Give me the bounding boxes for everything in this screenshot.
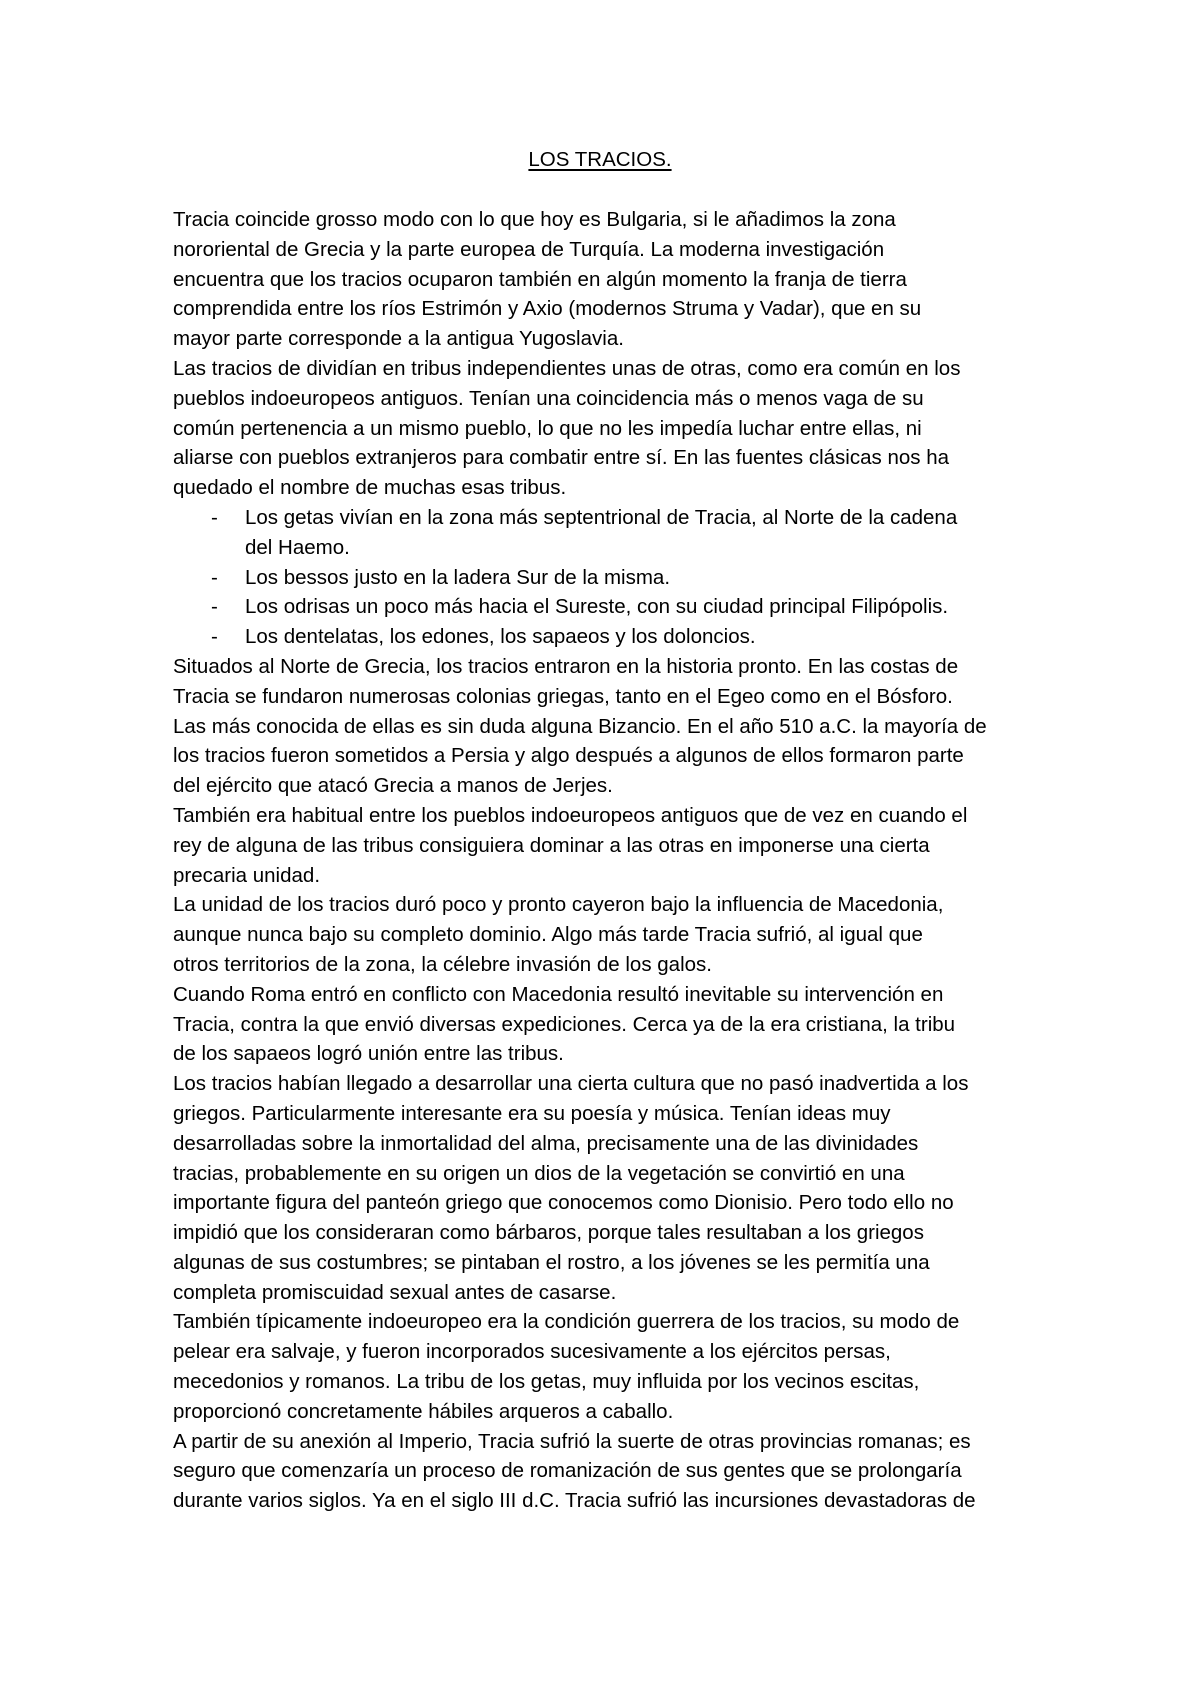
text-line: rey de alguna de las tribus consiguiera dominar a las otras en imponerse una cierta: [173, 833, 930, 857]
text-line: Las tracios de dividían en tribus independientes unas de otras, como era común en los: [173, 356, 961, 380]
bullet-dash: -: [211, 565, 218, 589]
list-item-text: Los odrisas un poco más hacia el Sureste, con su ciudad principal Filipópolis.: [245, 595, 949, 619]
text-line: pueblos indoeuropeos antiguos. Tenían una coincidencia más o menos vaga de su: [173, 386, 924, 410]
text-line: Cuando Roma entró en conflicto con Macedonia resultó inevitable su intervención en: [173, 982, 944, 1006]
text-line: También era habitual entre los pueblos indoeuropeos antiguos que de vez en cuando el: [173, 803, 968, 827]
text-line: precaria unidad.: [173, 863, 321, 887]
list-item-text: Los bessos justo en la ladera Sur de la misma.: [245, 565, 671, 589]
list-item: [173, 563, 1173, 593]
text-line: aunque nunca bajo su completo dominio. Algo más tarde Tracia sufrió, al igual que: [173, 923, 923, 947]
bullet-dash: -: [211, 595, 218, 619]
bullet-dash: -: [211, 505, 218, 529]
list-item-text: Los getas vivían en la zona más septentrional de Tracia, al Norte de la cadena: [245, 505, 958, 529]
text-line: La unidad de los tracios duró poco y pronto cayeron bajo la influencia de Macedonia,: [173, 893, 944, 917]
text-line: A partir de su anexión al Imperio, Tracia sufrió la suerte de otras provincias romanas; es: [173, 1429, 971, 1453]
bullet-dash: -: [211, 625, 218, 649]
text-line: otros territorios de la zona, la célebre invasión de los galos.: [173, 952, 712, 976]
text-line: pelear era salvaje, y fueron incorporados sucesivamente a los ejércitos persas,: [173, 1340, 891, 1364]
text-line: impidió que los consideraran como bárbaros, porque tales resultaban a los griegos: [173, 1221, 924, 1245]
text-line: Situados al Norte de Grecia, los tracios entraron en la historia pronto. En las costas de: [173, 654, 959, 678]
text-line: comprendida entre los ríos Estrimón y Axio (modernos Struma y Vadar), que en su: [173, 297, 922, 321]
page-title: LOS TRACIOS.: [528, 148, 672, 171]
text-line: Tracia, contra la que envió diversas expediciones. Cerca ya de la era cristiana, la tribu: [173, 1012, 956, 1036]
text-line: mecedonios y romanos. La tribu de los getas, muy influida por los vecinos escitas,: [173, 1370, 920, 1394]
text-line: Los tracios habían llegado a desarrollar una cierta cultura que no pasó inadvertida a los: [173, 1072, 969, 1096]
list-item-continuation: del Haemo.: [245, 535, 350, 559]
text-line: proporcionó concretamente hábiles arqueros a caballo.: [173, 1399, 674, 1423]
list-item: [173, 622, 1173, 652]
list-item: [173, 503, 1173, 533]
text-line: Las más conocida de ellas es sin duda alguna Bizancio. En el año 510 a.C. la mayoría de: [173, 714, 987, 738]
text-line: Tracia se fundaron numerosas colonias griegas, tanto en el Egeo como en el Bósforo.: [173, 684, 953, 708]
text-line: del ejército que atacó Grecia a manos de Jerjes.: [173, 774, 613, 798]
list-item-text: Los dentelatas, los edones, los sapaeos y los doloncios.: [245, 625, 756, 649]
list-item: [173, 592, 1173, 622]
text-line: aliarse con pueblos extranjeros para combatir entre sí. En las fuentes clásicas nos ha: [173, 446, 949, 470]
text-line: durante varios siglos. Ya en el siglo III d.C. Tracia sufrió las incursiones devastadoras de: [173, 1489, 976, 1513]
text-line: nororiental de Grecia y la parte europea de Turquía. La moderna investigación: [173, 237, 885, 261]
text-line: completa promiscuidad sexual antes de casarse.: [173, 1280, 617, 1304]
text-line: griegos. Particularmente interesante era su poesía y música. Tenían ideas muy: [173, 1101, 891, 1125]
text-line: los tracios fueron sometidos a Persia y algo después a algunos de ellos formaron parte: [173, 744, 964, 768]
text-line: También típicamente indoeuropeo era la condición guerrera de los tracios, su modo de: [173, 1310, 960, 1334]
text-line: quedado el nombre de muchas esas tribus.: [173, 476, 567, 500]
text-line: mayor parte corresponde a la antigua Yugoslavia.: [173, 327, 624, 351]
text-line: seguro que comenzaría un proceso de romanización de sus gentes que se prolongaría: [173, 1459, 962, 1483]
text-line: de los sapaeos logró unión entre las tribus.: [173, 1042, 564, 1066]
text-line: tracias, probablemente en su origen un dios de la vegetación se convirtió en una: [173, 1161, 905, 1185]
text-line: algunas de sus costumbres; se pintaban el rostro, a los jóvenes se les permitía una: [173, 1250, 930, 1274]
text-line: común pertenencia a un mismo pueblo, lo que no les impedía luchar entre ellas, ni: [173, 416, 922, 440]
text-line: encuentra que los tracios ocuparon también en algún momento la franja de tierra: [173, 267, 907, 291]
text-line: desarrolladas sobre la inmortalidad del alma, precisamente una de las divinidades: [173, 1131, 919, 1155]
text-line: Tracia coincide grosso modo con lo que hoy es Bulgaria, si le añadimos la zona: [173, 208, 896, 231]
text-line: importante figura del panteón griego que conocemos como Dionisio. Pero todo ello no: [173, 1191, 954, 1215]
document-body: [173, 205, 1173, 1516]
